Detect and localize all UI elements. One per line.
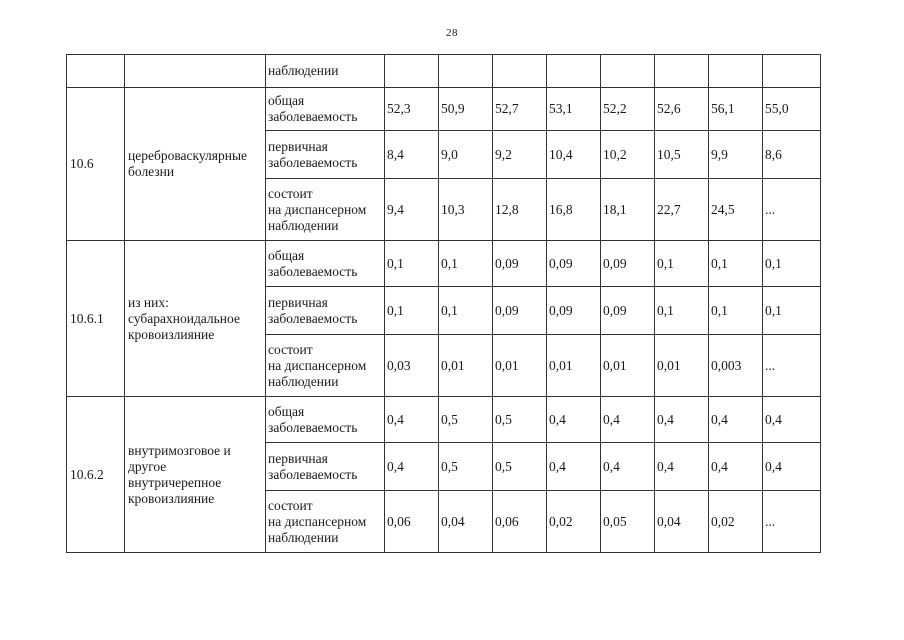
value-cell: ... <box>763 179 821 241</box>
disease-name-cell-line: из них: <box>128 294 169 310</box>
disease-name-cell <box>125 241 266 397</box>
value-cell: 0,09 <box>601 241 655 287</box>
value-cell: 0,4 <box>709 443 763 491</box>
value-cell: 0,06 <box>385 491 439 553</box>
disease-name-cell-line: другое <box>128 458 167 474</box>
indicator-cell-line: на диспансерном <box>268 357 367 373</box>
value-cell: 16,8 <box>547 179 601 241</box>
value-cell: 52,7 <box>493 88 547 131</box>
table-row <box>67 88 821 131</box>
value-cell <box>709 55 763 88</box>
value-cell <box>601 55 655 88</box>
indicator-cell-line: на диспансерном <box>268 513 367 529</box>
value-cell: 0,09 <box>493 241 547 287</box>
value-cell: 10,3 <box>439 179 493 241</box>
indicator-cell-line: наблюдении <box>268 217 339 233</box>
value-cell: 0,1 <box>655 241 709 287</box>
value-cell: 0,09 <box>493 287 547 335</box>
value-cell: 56,1 <box>709 88 763 131</box>
value-cell: 12,8 <box>493 179 547 241</box>
value-cell: 0,09 <box>547 241 601 287</box>
value-cell: 0,4 <box>547 397 601 443</box>
indicator-cell-line: на диспансерном <box>268 201 367 217</box>
value-cell: 0,04 <box>655 491 709 553</box>
value-cell: 0,4 <box>763 443 821 491</box>
value-cell: 9,9 <box>709 131 763 179</box>
value-cell: 0,003 <box>709 335 763 397</box>
empty-cell <box>67 55 125 88</box>
value-cell: 0,4 <box>709 397 763 443</box>
indicator-cell <box>266 287 385 335</box>
indicator-cell <box>266 491 385 553</box>
value-cell <box>655 55 709 88</box>
value-cell: 50,9 <box>439 88 493 131</box>
code-cell: 10.6 <box>67 88 125 241</box>
indicator-cell-line: наблюдении <box>268 373 339 389</box>
table-row-continuation <box>67 55 821 88</box>
indicator-cell-line: первичная <box>268 138 328 154</box>
value-cell: 52,3 <box>385 88 439 131</box>
value-cell: 0,4 <box>601 397 655 443</box>
indicator-cell <box>266 131 385 179</box>
value-cell <box>439 55 493 88</box>
indicator-cell-line: заболеваемость <box>268 419 358 435</box>
value-cell: 52,6 <box>655 88 709 131</box>
indicator-cell <box>266 335 385 397</box>
indicator-cell <box>266 179 385 241</box>
value-cell: 0,5 <box>493 397 547 443</box>
indicator-cell-line: заболеваемость <box>268 263 358 279</box>
indicator-cell-line: первичная <box>268 450 328 466</box>
value-cell: 0,4 <box>385 397 439 443</box>
indicator-text: наблюдении <box>268 63 339 78</box>
disease-name-cell <box>125 397 266 553</box>
table-row <box>67 397 821 443</box>
value-cell: 0,02 <box>547 491 601 553</box>
value-cell: 0,01 <box>601 335 655 397</box>
value-cell: 0,1 <box>385 287 439 335</box>
indicator-cell-line: первичная <box>268 294 328 310</box>
value-cell: 10,4 <box>547 131 601 179</box>
value-cell: 0,4 <box>385 443 439 491</box>
value-cell: 0,1 <box>385 241 439 287</box>
value-cell <box>493 55 547 88</box>
value-cell: 9,4 <box>385 179 439 241</box>
disease-name-cell-line: кровоизлияние <box>128 326 215 342</box>
indicator-cell-line: заболеваемость <box>268 466 358 482</box>
indicator-cell-line: заболеваемость <box>268 109 358 124</box>
value-cell: 0,04 <box>439 491 493 553</box>
disease-name-cell-line: кровоизлияние <box>128 490 215 506</box>
indicator-cell-line: общая <box>268 247 305 263</box>
value-cell: 0,02 <box>709 491 763 553</box>
value-cell: 0,1 <box>655 287 709 335</box>
indicator-cell <box>266 397 385 443</box>
value-cell: 0,01 <box>547 335 601 397</box>
value-cell: 0,1 <box>709 287 763 335</box>
value-cell: 0,5 <box>439 397 493 443</box>
value-cell: 0,1 <box>439 241 493 287</box>
value-cell: 0,09 <box>601 287 655 335</box>
indicator-cell <box>266 88 385 131</box>
statistics-table <box>66 54 821 553</box>
value-cell: 55,0 <box>763 88 821 131</box>
page-number: 28 <box>446 27 458 39</box>
value-cell: 8,4 <box>385 131 439 179</box>
indicator-cell-line: заболеваемость <box>268 310 358 326</box>
indicator-cell <box>266 443 385 491</box>
indicator-cell-line: наблюдении <box>268 529 339 545</box>
value-cell: 0,1 <box>763 241 821 287</box>
disease-name-cell-line: цереброваскулярные <box>128 148 248 163</box>
value-cell: 0,5 <box>493 443 547 491</box>
disease-name-cell-line: внутричерепное <box>128 474 222 490</box>
indicator-cell-line: общая <box>268 93 305 108</box>
value-cell: 0,1 <box>763 287 821 335</box>
value-cell: ... <box>763 335 821 397</box>
value-cell: 0,4 <box>655 397 709 443</box>
value-cell: 9,2 <box>493 131 547 179</box>
value-cell: 0,1 <box>439 287 493 335</box>
value-cell: 0,1 <box>709 241 763 287</box>
disease-name-cell-line: болезни <box>128 164 175 179</box>
indicator-cell-line: состоит <box>268 497 313 513</box>
value-cell: ... <box>763 491 821 553</box>
value-cell: 22,7 <box>655 179 709 241</box>
value-cell: 10,2 <box>601 131 655 179</box>
value-cell: 8,6 <box>763 131 821 179</box>
value-cell: 0,4 <box>655 443 709 491</box>
value-cell: 52,2 <box>601 88 655 131</box>
value-cell: 0,5 <box>439 443 493 491</box>
code-cell: 10.6.1 <box>67 241 125 397</box>
value-cell <box>385 55 439 88</box>
indicator-cell <box>266 55 385 88</box>
value-cell: 0,01 <box>439 335 493 397</box>
value-cell: 24,5 <box>709 179 763 241</box>
code-cell: 10.6.2 <box>67 397 125 553</box>
value-cell: 9,0 <box>439 131 493 179</box>
value-cell <box>763 55 821 88</box>
value-cell: 0,4 <box>601 443 655 491</box>
table-row <box>67 241 821 287</box>
value-cell: 0,09 <box>547 287 601 335</box>
value-cell: 0,4 <box>547 443 601 491</box>
indicator-cell-line: состоит <box>268 185 313 201</box>
value-cell: 18,1 <box>601 179 655 241</box>
disease-name-cell-line: внутримозговое и <box>128 442 231 458</box>
value-cell: 0,05 <box>601 491 655 553</box>
value-cell: 53,1 <box>547 88 601 131</box>
value-cell: 0,03 <box>385 335 439 397</box>
value-cell <box>547 55 601 88</box>
value-cell: 0,01 <box>655 335 709 397</box>
indicator-cell-line: состоит <box>268 341 313 357</box>
value-cell: 0,4 <box>763 397 821 443</box>
empty-cell <box>125 55 266 88</box>
value-cell: 0,01 <box>493 335 547 397</box>
value-cell: 10,5 <box>655 131 709 179</box>
disease-name-cell <box>125 88 266 241</box>
indicator-cell-line: общая <box>268 403 305 419</box>
value-cell: 0,06 <box>493 491 547 553</box>
disease-name-cell-line: субарахноидальное <box>128 310 240 326</box>
indicator-cell <box>266 241 385 287</box>
indicator-cell-line: заболеваемость <box>268 154 358 170</box>
